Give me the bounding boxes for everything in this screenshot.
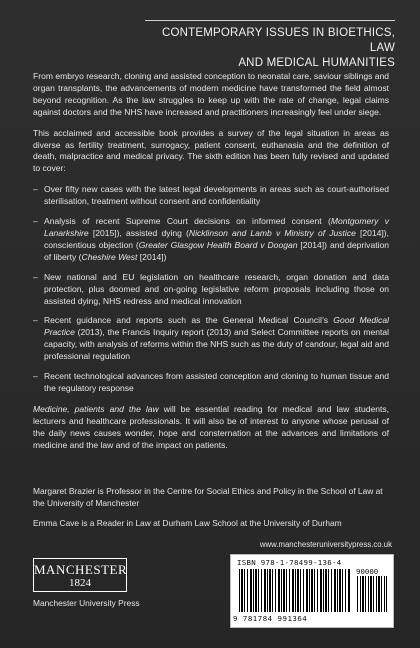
coverage-item-legislation [33,272,389,308]
author-bios [33,486,389,538]
blurb-intro: From embryo research, cloning and assisted conception to neonatal care, saviour siblings and organ transplants, the advancements of modern medicine have transformed the field almost beyond recognition. As the law struggles to keep up with the rate of change, legal claims against doctors and the NHS have increased and practitioners increasingly feel under siege. [33,71,389,117]
blurb-closing [33,404,389,452]
coverage-item-cases [33,184,389,208]
coverage-item-technology [33,371,389,395]
book-title: Medicine, patients and the law [33,403,159,414]
coverage-item-text: Recent guidance and reports such as the General Medical Council’s [44,315,334,326]
coverage-item-text: [2014]), conscientious objection ( [44,227,389,250]
coverage-item-text: [2014]) [137,251,167,262]
series-line-2: AND MEDICAL HUMANITIES [238,57,395,69]
report-title: Good Medical Practice [44,315,389,338]
barcode-addon-number: 90000 [356,567,379,576]
publisher-url: www.manchesteruniversitypress.co.uk [259,540,392,549]
coverage-item-guidance [33,315,389,363]
closing-text: will be essential reading for medical and law students, lecturers and healthcare professionals. It will also be of interest to anyone whose perusal of the daily news causes wonder, hope and consternation at the advances and limitations of medicine and the law and of the impact on patients. [33,403,390,450]
isbn-text: ISBN 978-1-78499-136-4 [237,558,342,567]
coverage-item-text: New national and EU legislation on healthcare research, organ donation and data protection, plus doomed and on-going legislative reform proposals including those on assisted dying, NHS redress and medical innovation [44,271,389,306]
coverage-item-text: [2015]), assisted dying ( [88,227,189,238]
barcode-bars [239,569,351,612]
author-bio-brazier: Margaret Brazier is Professor in the Centre for Social Ethics and Policy in the School of Law at the University of Manchester [33,486,383,508]
series-rule [145,20,395,21]
coverage-item-text: (2013), the Francis Inquiry report (2013) and Select Committee reports on mental capacity, with analysis of reforms within the NHS such as the duty of candour, legal aid and professional regulation [44,327,389,362]
coverage-item-text: Recent technological advances from assisted conception and cloning to human tissue and the regulatory response [44,371,389,393]
coverage-item-text: Analysis of recent Supreme Court decisions on informed consent ( [44,216,331,227]
logo-year: 1824 [69,577,91,589]
author-bio-cave: Emma Cave is a Reader in Law at Durham Law School at the University of Durham [33,517,342,528]
ean-number: 9 781784 991364 [233,614,308,623]
coverage-item-text: Over fifty new cases with the latest legal developments in areas such as court-authorised sterilisation, treatment without consent and confidentiality [44,184,389,207]
case-name: Cheshire West [81,251,138,262]
series-line-1: CONTEMPORARY ISSUES IN BIOETHICS, LAW [161,27,395,54]
barcode-addon-bars [357,576,387,612]
publisher-logo-mark [33,558,127,592]
logo-name: MANCHESTER [34,562,128,577]
coverage-item-text: [2014]) and deprivation of liberty ( [44,239,389,262]
coverage-list [33,184,389,395]
blurb-survey: This acclaimed and accessible book provides a survey of the legal situation in areas as diverse as fertility treatment, surrogacy, patient consent, euthanasia and the definition of death, malpractice and medical privacy. The sixth edition has been fully revised and updated to cover: [33,127,389,174]
case-name: Montgomery v Lanarkshire [44,216,389,238]
case-name: Nicklinson and Lamb v Ministry of Justice [188,227,356,238]
blurb [33,71,389,460]
coverage-item-supreme-court [33,216,389,264]
publisher-name: Manchester University Press [33,598,140,608]
barcode [230,554,394,628]
case-name: Greater Glasgow Health Board v Doogan [138,239,298,250]
series-title [145,20,395,71]
publisher-logo [33,558,148,608]
